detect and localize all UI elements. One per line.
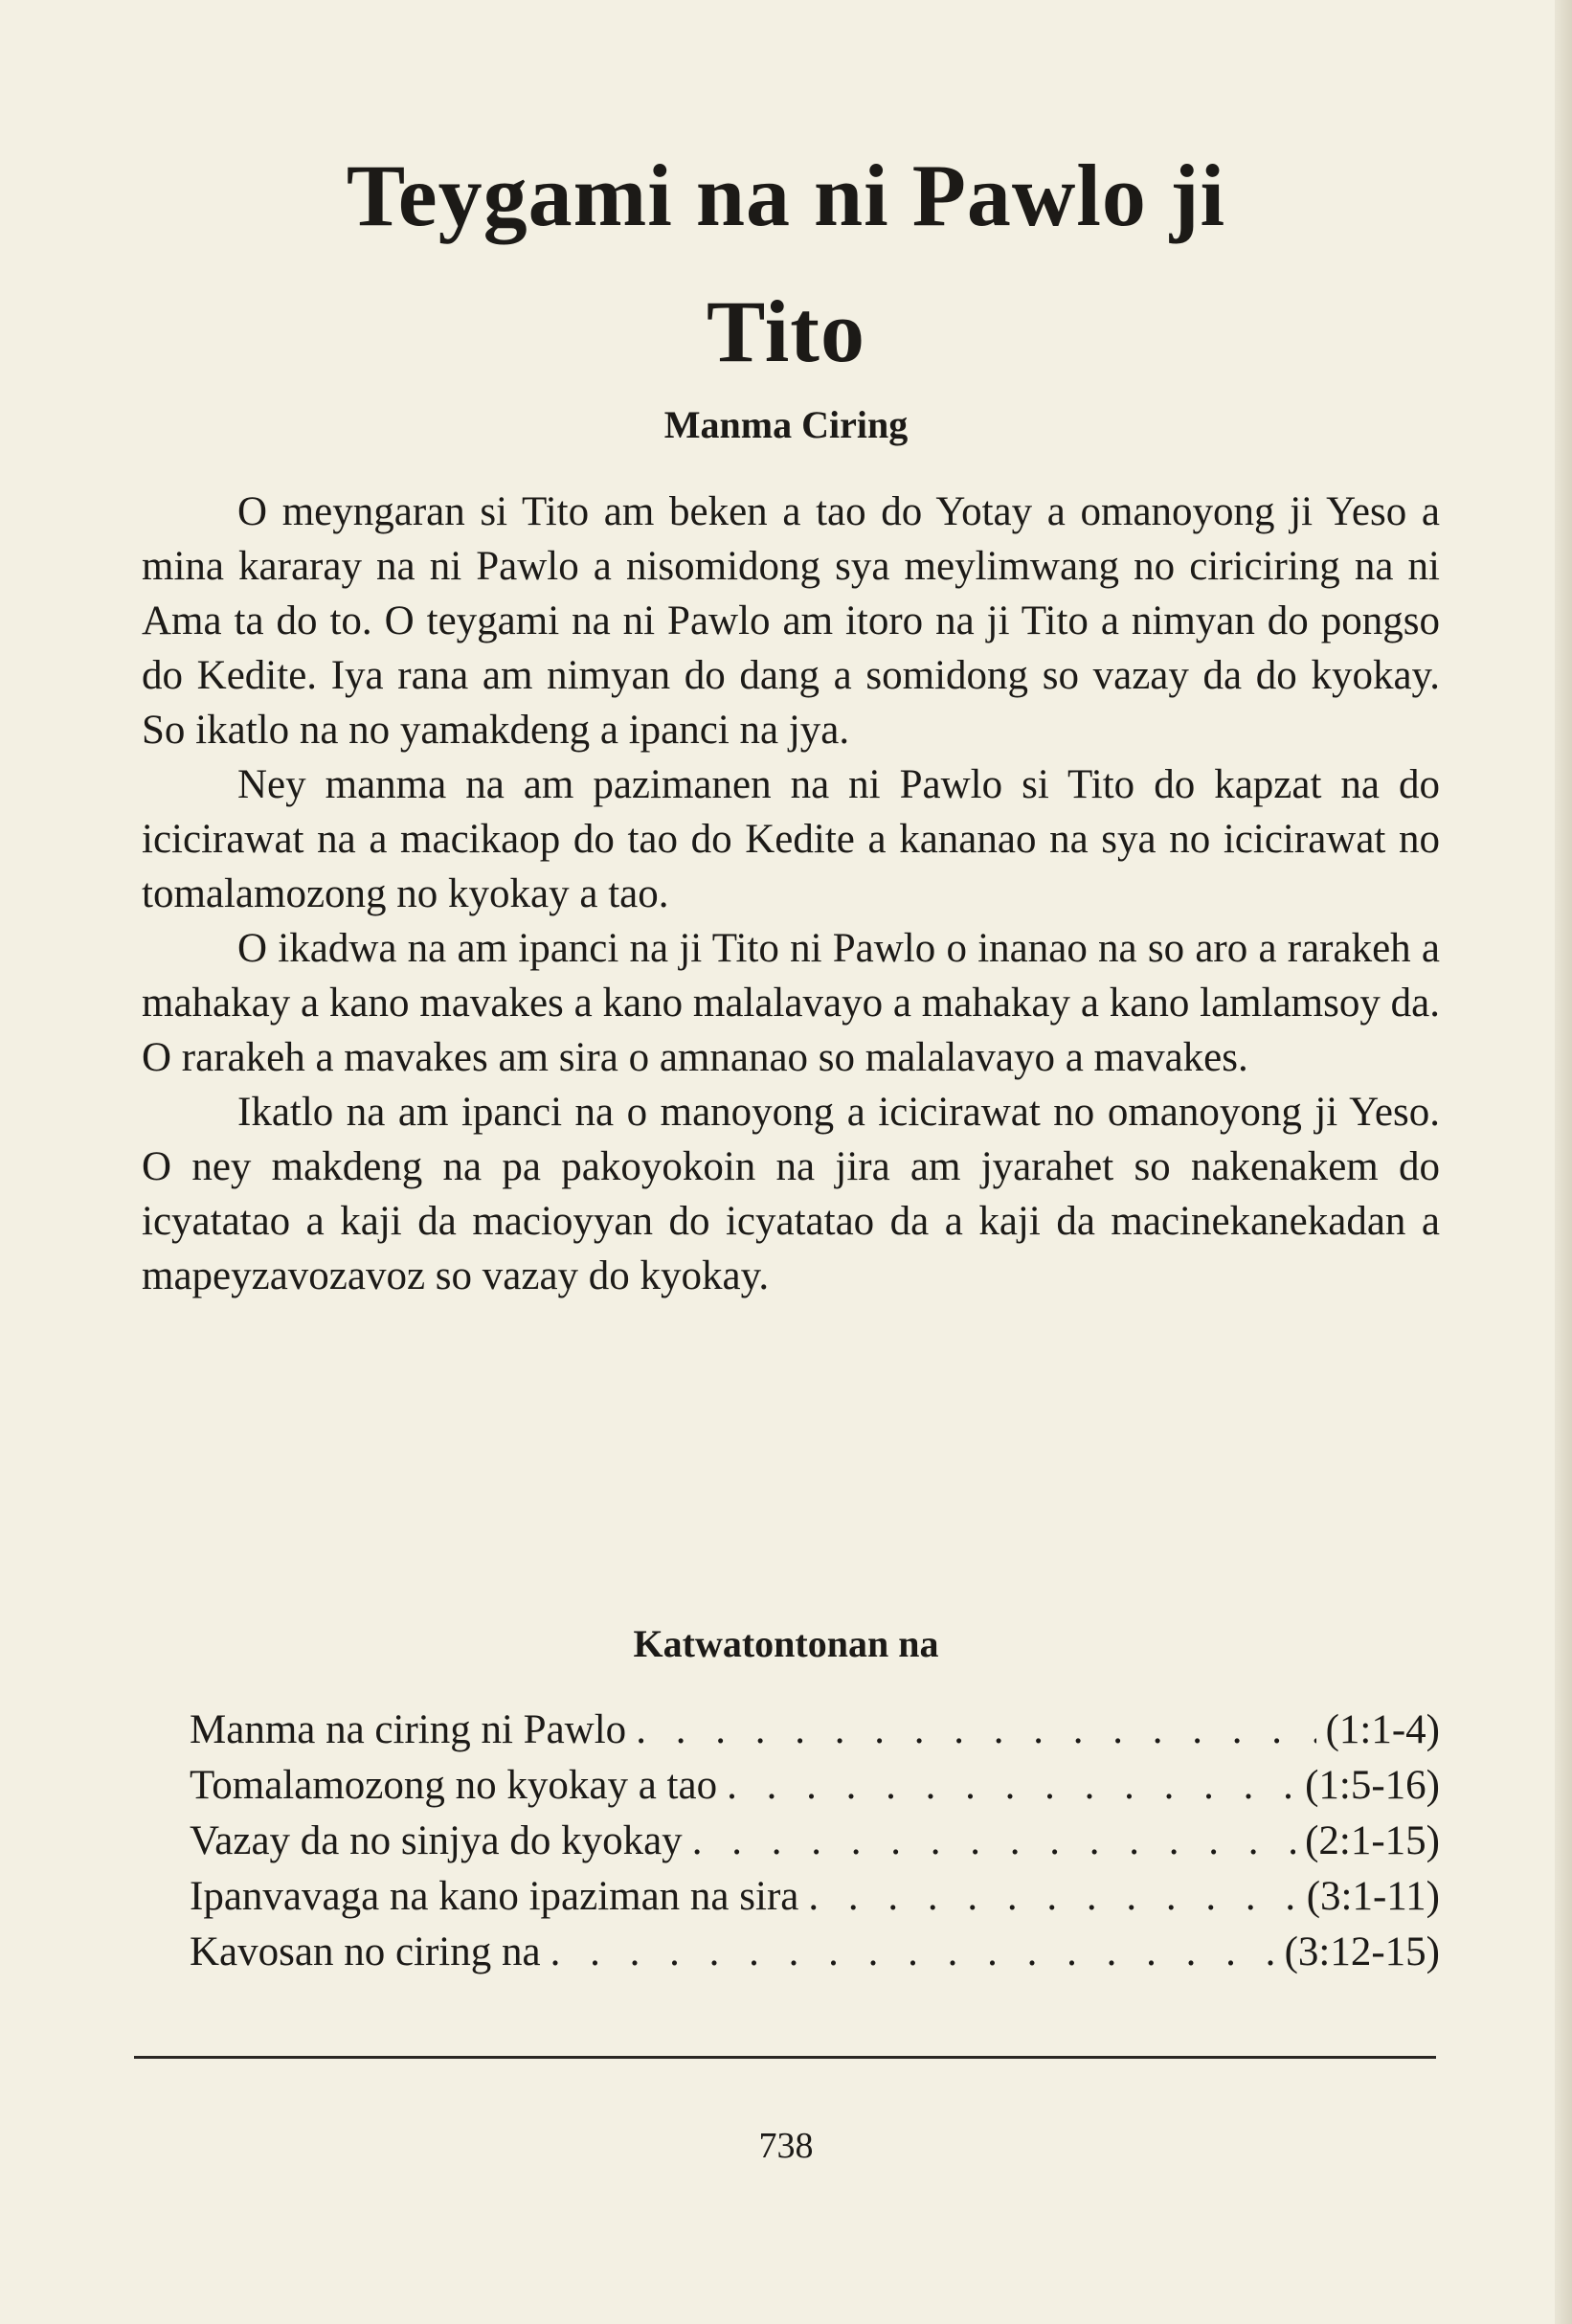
outline-item	[190, 1869, 1440, 1925]
book-title-line-2: Tito	[707, 282, 865, 380]
page-number: 738	[758, 2126, 814, 2166]
intro-heading: Manma Ciring	[663, 403, 909, 446]
outline-item	[190, 1703, 1440, 1758]
outline-item-label: Ipanvavaga na kano ipaziman na sira	[190, 1874, 799, 1919]
dot-leader	[808, 1869, 1296, 1925]
intro-paragraph-4: Ikatlo na am ipanci na o manoyong a icicirawat no omanoyong ji Yeso. O ney makdeng na pa pakoyokoin na jira am jyarahet so nakenakem do icyatatao a kaji da macioyyan do icyatatao da a kaji da macinekanekadan a mapeyzavozavoz so vazay do kyokay.	[142, 1090, 1440, 1298]
outline-item-reference: (1:5-16)	[1305, 1763, 1440, 1808]
outline-item	[190, 1814, 1440, 1869]
dot-leader	[550, 1925, 1275, 1980]
outline-item-reference: (3:1-11)	[1306, 1874, 1440, 1919]
outline-item-reference: (2:1-15)	[1305, 1818, 1440, 1863]
outline-item-label: Vazay da no sinjya do kyokay	[190, 1818, 683, 1863]
outline-item-label: Kavosan no ciring na	[190, 1929, 541, 1974]
book-title-line-1: Teygami na ni Pawlo ji	[346, 147, 1226, 244]
intro-paragraph-1: O meyngaran si Tito am beken a tao do Yotay a omanoyong ji Yeso a mina kararay na ni Pawlo a nisomidong sya meylimwang no ciriciring na ni Ama ta do to. O teygami na ni Pawlo am itoro na ji Tito a nimyan do pongso do Kedite. Iya rana am nimyan do dang a somidong so vazay da do kyokay. So ikatlo na no yamakdeng a ipanci na jya.	[142, 489, 1440, 753]
intro-paragraph-3: O ikadwa na am ipanci na ji Tito ni Pawlo o inanao na so aro a rarakeh a mahakay a kano mavakes a kano malalavayo a mahakay a kano lamlamsoy da. O rarakeh a mavakes am sira o amnanao so malalavayo a mavakes.	[142, 926, 1440, 1080]
outline-item	[190, 1758, 1440, 1814]
outline-item-label: Tomalamozong no kyokay a tao	[190, 1763, 718, 1808]
outline-item-reference: (3:12-15)	[1284, 1929, 1440, 1974]
footer-divider	[134, 2056, 1436, 2059]
intro-body	[142, 485, 1440, 1303]
dot-leader	[692, 1814, 1295, 1869]
outline-list	[190, 1703, 1440, 1980]
dot-leader	[636, 1703, 1315, 1758]
outline-item	[190, 1925, 1440, 1980]
intro-paragraph-2: Ney manma na am pazimanen na ni Pawlo si Tito do kapzat na do icicirawat na a macikaop do tao do Kedite a kananao na sya no icicirawat no tomalamozong no kyokay a tao.	[142, 762, 1440, 916]
outline-heading: Katwatontonan na	[633, 1622, 939, 1665]
outline-item-label: Manma na ciring ni Pawlo	[190, 1707, 627, 1752]
outline-item-reference: (1:1-4)	[1325, 1707, 1440, 1752]
dot-leader	[727, 1758, 1295, 1814]
